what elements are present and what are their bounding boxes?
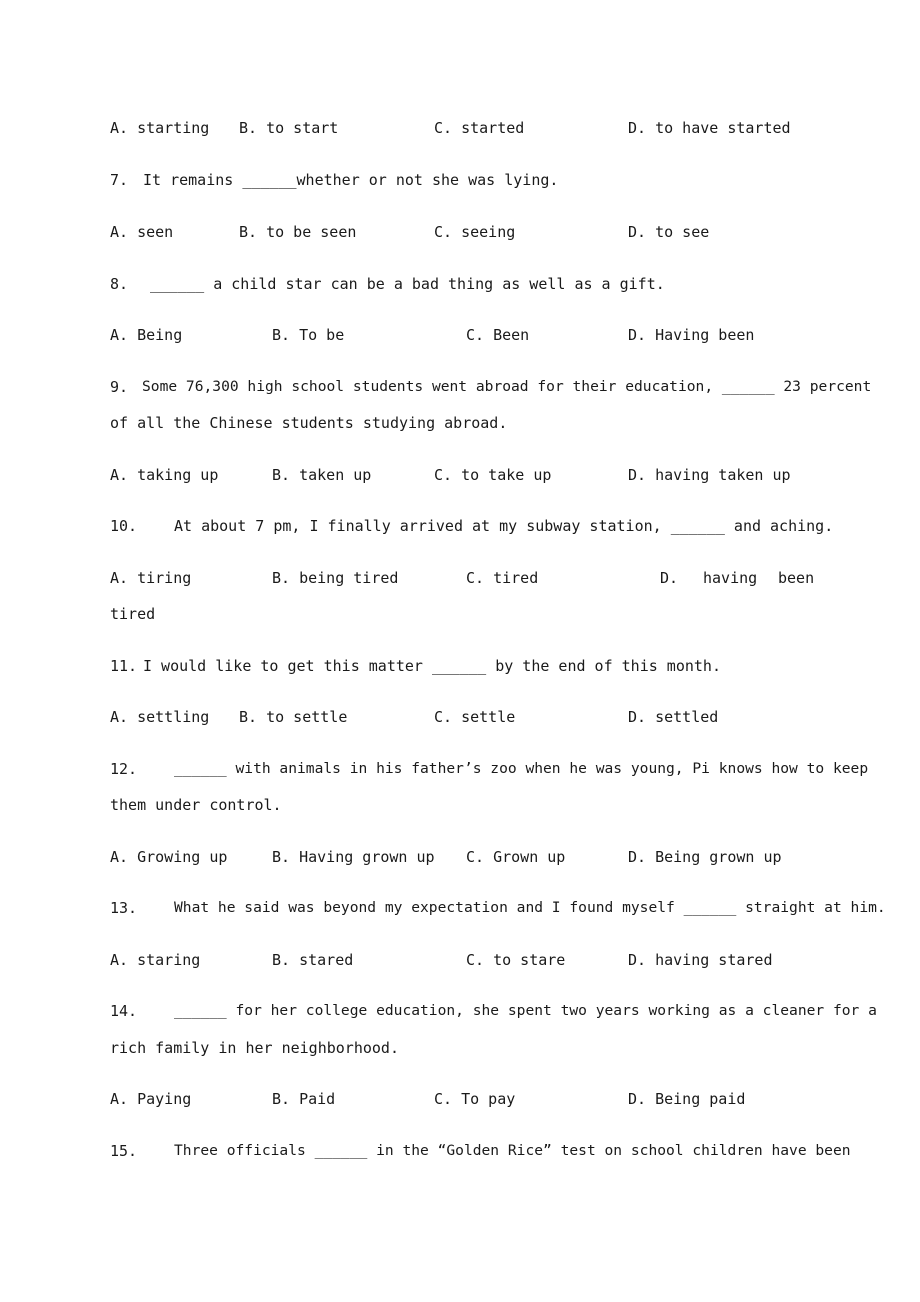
- q14-option-d: D. Being paid: [628, 1090, 746, 1108]
- q8-option-c: C. Been: [466, 326, 530, 344]
- q12-option-b: B. Having grown up: [272, 848, 435, 866]
- q12-text: ______ with animals in his father’s zoo when he was young, Pi knows how to keep: [174, 760, 869, 777]
- q9-number: 9.: [110, 378, 129, 396]
- q10-option-c: C. tired: [466, 569, 539, 587]
- q13-option-a: A. staring: [110, 951, 201, 969]
- q7-text: It remains ______whether or not she was lying.: [143, 171, 559, 189]
- q11-text: I would like to get this matter ______ by the end of this month.: [143, 657, 721, 675]
- q8-text: ______ a child star can be a bad thing as well as a gift.: [150, 275, 665, 293]
- q11-number: 11.: [110, 657, 138, 675]
- q10-option-d-word1: having: [703, 569, 758, 587]
- q7-option-d: D. to see: [628, 223, 710, 241]
- q11-option-b: B. to settle: [239, 708, 348, 726]
- q10-number: 10.: [110, 517, 138, 535]
- q15-text: Three officials ______ in the “Golden Rice” test on school children have been: [174, 1142, 851, 1159]
- q6-option-b: B. to start: [239, 119, 339, 137]
- q12-option-d: D. Being grown up: [628, 848, 782, 866]
- q13-option-d: D. having stared: [628, 951, 773, 969]
- q7-option-a: A. seen: [110, 223, 174, 241]
- q11-option-a: A. settling: [110, 708, 210, 726]
- q7-number: 7.: [110, 171, 129, 189]
- q9-option-d: D. having taken up: [628, 466, 791, 484]
- q15-number: 15.: [110, 1142, 138, 1160]
- q10-option-a: A. tiring: [110, 569, 192, 587]
- q14-text: ______ for her college education, she spent two years working as a cleaner for a: [174, 1002, 877, 1019]
- q10-option-b: B. being tired: [272, 569, 399, 587]
- q6-option-c: C. started: [434, 119, 525, 137]
- q14-option-c: C. To pay: [434, 1090, 516, 1108]
- q12-number: 12.: [110, 760, 138, 778]
- q11-option-d: D. settled: [628, 708, 719, 726]
- q6-option-a: A. starting: [110, 119, 210, 137]
- q7-option-b: B. to be seen: [239, 223, 357, 241]
- q10-text: At about 7 pm, I finally arrived at my subway station, ______ and aching.: [174, 517, 834, 535]
- q9-text: Some 76,300 high school students went abroad for their education, ______ 23 percent: [142, 378, 872, 395]
- q8-option-b: B. To be: [272, 326, 345, 344]
- q14-option-a: A. Paying: [110, 1090, 192, 1108]
- q10-option-d-word2: been: [778, 569, 815, 587]
- q14-option-b: B. Paid: [272, 1090, 336, 1108]
- q8-option-a: A. Being: [110, 326, 183, 344]
- q9-option-c: C. to take up: [434, 466, 552, 484]
- q8-option-d: D. Having been: [628, 326, 755, 344]
- q10-option-d-label: D.: [660, 569, 679, 587]
- q12-option-c: C. Grown up: [466, 848, 566, 866]
- q12-option-a: A. Growing up: [110, 848, 228, 866]
- q9-text-continued: of all the Chinese students studying abroad.: [110, 414, 508, 432]
- q9-option-b: B. taken up: [272, 466, 372, 484]
- q7-option-c: C. seeing: [434, 223, 516, 241]
- q9-option-a: A. taking up: [110, 466, 219, 484]
- q13-option-b: B. stared: [272, 951, 354, 969]
- q6-option-d: D. to have started: [628, 119, 791, 137]
- q13-number: 13.: [110, 899, 138, 917]
- q8-number: 8.: [110, 275, 129, 293]
- q13-text: What he said was beyond my expectation and I found myself ______ straight at him.: [174, 899, 886, 916]
- q10-option-d-word3: tired: [110, 605, 156, 623]
- q11-option-c: C. settle: [434, 708, 516, 726]
- q12-text-continued: them under control.: [110, 796, 282, 814]
- q14-number: 14.: [110, 1002, 138, 1020]
- q13-option-c: C. to stare: [466, 951, 566, 969]
- q14-text-continued: rich family in her neighborhood.: [110, 1039, 399, 1057]
